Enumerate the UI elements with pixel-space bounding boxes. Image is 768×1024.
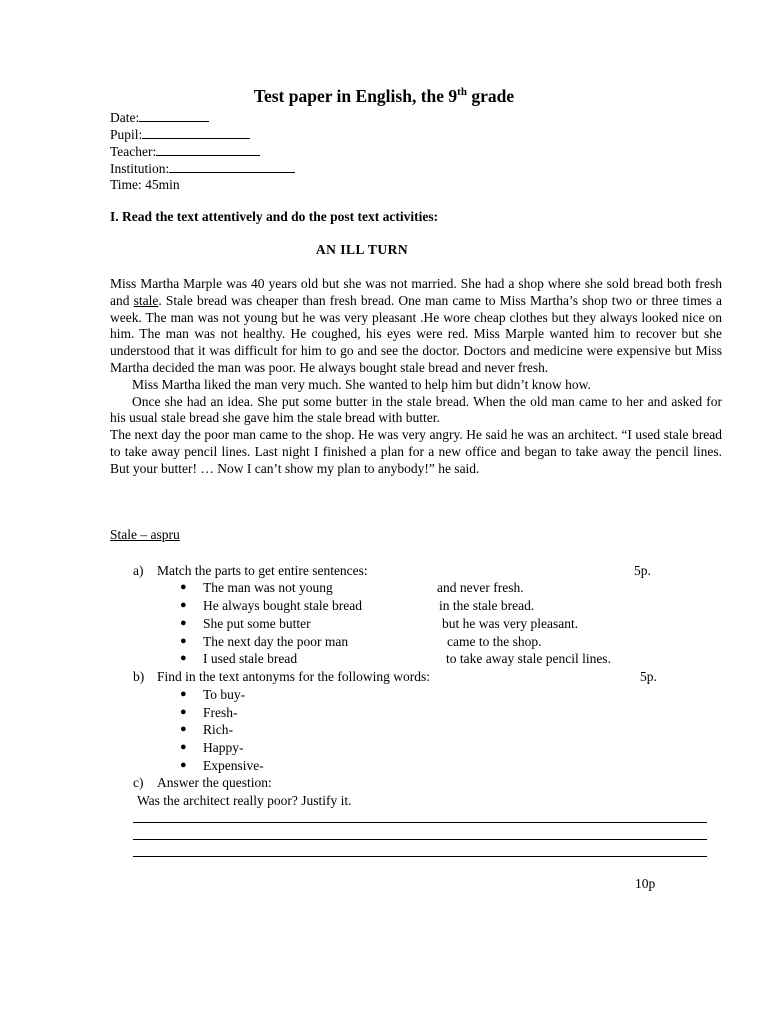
match-left-item: I used stale bread	[203, 651, 298, 666]
task-b-instruction: Find in the text antonyms for the following words:	[157, 669, 430, 684]
antonym-word: Fresh-	[203, 705, 238, 720]
section-title: I. Read the text attentively and do the post text activities:	[110, 209, 439, 224]
date-blank[interactable]	[139, 109, 209, 122]
task-a-label: a)	[133, 563, 144, 578]
match-left-item: The man was not young	[203, 580, 333, 595]
pupil-blank[interactable]	[142, 126, 250, 139]
task-a-points: 5p.	[634, 563, 651, 578]
task-a-instruction: Match the parts to get entire sentences:	[157, 563, 368, 578]
task-b-points: 5p.	[640, 669, 657, 684]
match-right-item: to take away stale pencil lines.	[446, 651, 611, 666]
time-field: Time: 45min	[110, 177, 180, 192]
story-paragraph-3: Once she had an idea. She put some butter in the stale bread. When the old man came to her and asked for his usual stale bread she gave him the stale bread with butter.	[110, 393, 722, 426]
task-c-question: Was the architect really poor? Justify it.	[137, 793, 352, 808]
story-paragraph-4: The next day the poor man came to the shop. He was very angry. He said he was an architect. “I used stale bread to take away pencil lines. Last night I finished a plan for a new office and began to take away the pencil lines. But your butter! … Now I can’t show my plan to anybody!” he said.	[110, 427, 722, 476]
match-right-item: and never fresh.	[437, 580, 524, 595]
antonym-word: Expensive-	[203, 758, 264, 773]
bullet-icon: ●	[180, 635, 187, 647]
teacher-blank[interactable]	[156, 143, 260, 156]
task-b-label: b)	[133, 669, 145, 684]
bullet-icon: ●	[180, 741, 187, 753]
antonym-word: To buy-	[203, 687, 246, 702]
match-right-item: but he was very pleasant.	[442, 616, 579, 631]
glossary-note: Stale – aspru	[110, 527, 180, 542]
answer-line[interactable]	[133, 839, 707, 840]
bullet-icon: ●	[180, 599, 187, 611]
pupil-field: Pupil:	[110, 126, 250, 143]
match-left-item: She put some butter	[203, 616, 311, 631]
story-paragraph-1: Miss Martha Marple was 40 years old but she was not married. She had a shop where she sold bread both fresh and stale. Stale bread was cheaper than fresh bread. One man came to Miss Martha’s shop two or three times a week. The man was not young but he was very pleasant .He wore cheap clothes but they always looked nice on him. The man was not healthy. He coughed, his eyes were red. Miss Marple wanted him to recover but she understood that it was difficult for him to go and see the doctor. Doctors and medicine were expensive but Miss Martha decided the man was poor. He always bought stale bread and never fresh.	[110, 276, 722, 375]
bullet-icon: ●	[180, 652, 187, 664]
story-heading: AN ILL TURN	[315, 242, 409, 257]
task-c-points: 10p	[635, 876, 656, 891]
match-right-item: came to the shop.	[447, 634, 542, 649]
answer-line[interactable]	[133, 856, 707, 857]
bullet-icon: ●	[180, 688, 187, 700]
page-title: Test paper in English, the 9th grade	[253, 86, 515, 106]
bullet-icon: ●	[180, 581, 187, 593]
bullet-icon: ●	[180, 759, 187, 771]
date-field: Date:	[110, 109, 209, 126]
antonym-word: Happy-	[203, 740, 244, 755]
answer-line[interactable]	[133, 822, 707, 823]
task-c-label: c)	[133, 775, 144, 790]
bullet-icon: ●	[180, 706, 187, 718]
bullet-icon: ●	[180, 617, 187, 629]
match-left-item: The next day the poor man	[203, 634, 349, 649]
match-right-item: in the stale bread.	[439, 598, 535, 613]
match-left-item: He always bought stale bread	[203, 598, 362, 613]
bullet-icon: ●	[180, 723, 187, 735]
teacher-field: Teacher:	[110, 143, 260, 160]
task-c-instruction: Answer the question:	[157, 775, 272, 790]
story-text	[110, 276, 722, 478]
story-paragraph-2: Miss Martha liked the man very much. She wanted to help him but didn’t know how.	[132, 376, 591, 392]
institution-field: Institution:	[110, 160, 295, 177]
antonym-word: Rich-	[203, 722, 233, 737]
institution-blank[interactable]	[169, 160, 295, 173]
